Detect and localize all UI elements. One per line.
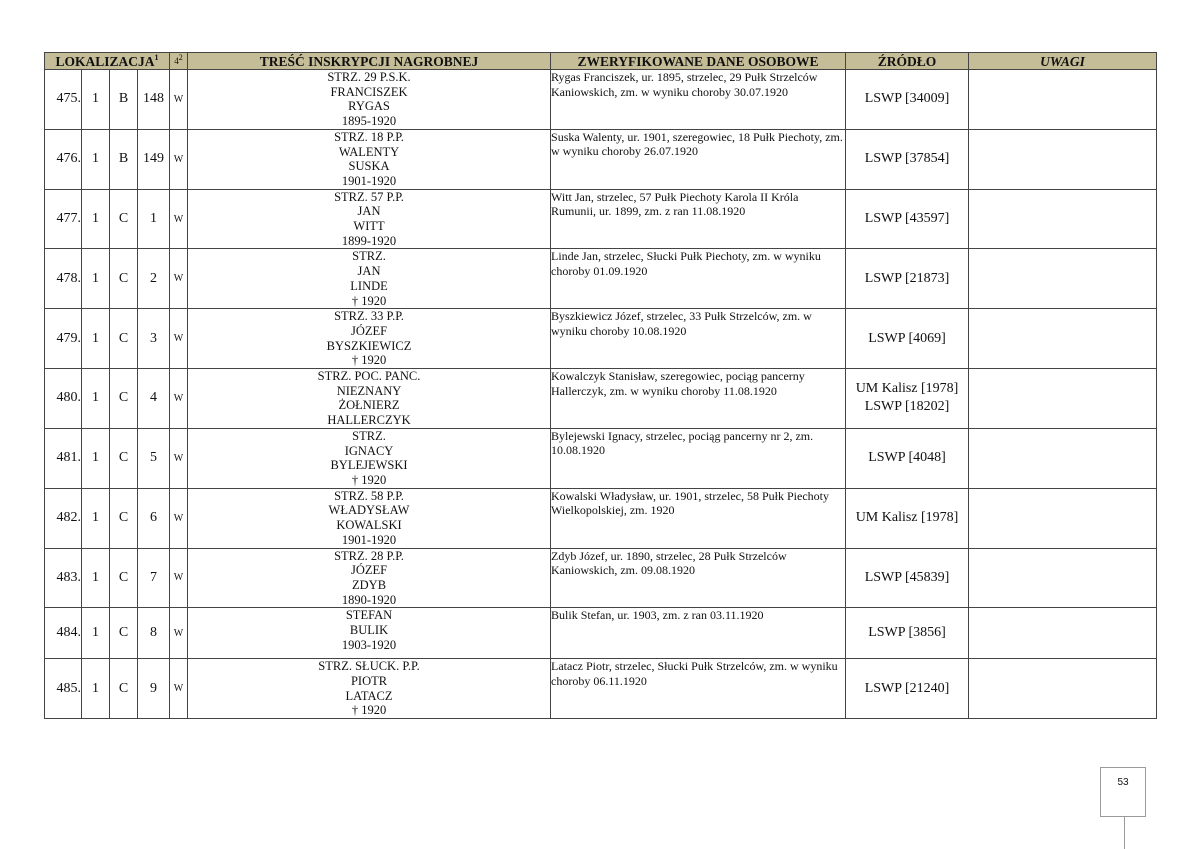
header-lokalizacja: [45, 53, 170, 70]
table-row: [45, 369, 1157, 429]
location-section: C: [110, 189, 138, 249]
header-row: [45, 53, 1157, 70]
verified-personal-data: Zdyb Józef, ur. 1890, strzelec, 28 Pułk Strzelców Kaniowskich, zm. 09.08.1920: [551, 548, 846, 608]
inscription-line: 1899-1920: [341, 233, 397, 248]
inscription-cell: [188, 249, 551, 309]
inscription-line: BYSZKIEWICZ: [326, 338, 412, 353]
inscription-line: STRZ. 57 P.P.: [334, 189, 404, 204]
inscription-cell: [188, 369, 551, 429]
remarks-cell: [969, 548, 1157, 608]
remarks-cell: [969, 488, 1157, 548]
inscription-line: NIEZNANY: [336, 383, 402, 398]
inscription-line: WALENTY: [338, 144, 400, 159]
location-grave: 5: [138, 428, 170, 488]
location-quarter: 1: [82, 249, 110, 309]
inscription-cell: [188, 548, 551, 608]
location-quarter: 1: [82, 129, 110, 189]
entry-number: 482.: [45, 488, 82, 548]
location-grave: 6: [138, 488, 170, 548]
remarks-cell: [969, 309, 1157, 369]
inscription-cell: [188, 659, 551, 719]
source-entry: LSWP [3856]: [868, 625, 946, 641]
table-body: [45, 70, 1157, 719]
inscription-line: STRZ.: [352, 249, 386, 264]
table-row: [45, 608, 1157, 659]
location-section: C: [110, 369, 138, 429]
entry-number: 483.: [45, 548, 82, 608]
footnote-mark-1: 1: [154, 52, 159, 62]
inscription-cell: [188, 189, 551, 249]
location-quarter: 1: [82, 488, 110, 548]
entry-number: 478.: [45, 249, 82, 309]
source-entry: LSWP [21873]: [864, 270, 950, 286]
verified-personal-data: Kowalczyk Stanisław, szeregowiec, pociąg pancerny Hallerczyk, zm. w wyniku choroby 11.08.1920: [551, 369, 846, 429]
entry-number: 475.: [45, 70, 82, 130]
page-number: 53: [1117, 777, 1129, 788]
col4-marker: W: [170, 309, 188, 369]
location-grave: 149: [138, 129, 170, 189]
source-cell: [846, 129, 969, 189]
location-quarter: 1: [82, 428, 110, 488]
location-grave: 9: [138, 659, 170, 719]
source-cell: [846, 659, 969, 719]
remarks-cell: [969, 249, 1157, 309]
source-entry: LSWP [45839]: [864, 569, 950, 585]
location-section: C: [110, 249, 138, 309]
inscription-line: RYGAS: [348, 99, 390, 114]
header-lokalizacja-label: LOKALIZACJA: [55, 53, 155, 69]
verified-personal-data: Byszkiewicz Józef, strzelec, 33 Pułk Strzelców, zm. w wyniku choroby 10.08.1920: [551, 309, 846, 369]
source-entry: LSWP [43597]: [864, 211, 950, 227]
inscription-line: STRZ. 28 P.P.: [334, 548, 404, 563]
location-quarter: 1: [82, 309, 110, 369]
inscription-line: 1901-1920: [341, 532, 397, 547]
source-cell: [846, 249, 969, 309]
entry-number: 481.: [45, 428, 82, 488]
source-cell: [846, 548, 969, 608]
page-number-line: [1124, 817, 1125, 849]
inscription-line: 1890-1920: [341, 592, 397, 607]
location-section: C: [110, 488, 138, 548]
location-grave: 2: [138, 249, 170, 309]
verified-personal-data: Linde Jan, strzelec, Słucki Pułk Piechoty, zm. w wyniku choroby 01.09.1920: [551, 249, 846, 309]
verified-personal-data: Bylejewski Ignacy, strzelec, pociąg pancerny nr 2, zm. 10.08.1920: [551, 428, 846, 488]
inscription-line: KOWALSKI: [336, 518, 402, 533]
table-row: [45, 659, 1157, 719]
col4-marker: W: [170, 659, 188, 719]
source-cell: [846, 70, 969, 130]
source-entry: LSWP [18202]: [864, 399, 950, 415]
inscription-line: STRZ. 58 P.P.: [334, 488, 404, 503]
inscription-cell: [188, 428, 551, 488]
verified-personal-data: Suska Walenty, ur. 1901, szeregowiec, 18 Pułk Piechoty, zm. w wyniku choroby 26.07.1920: [551, 129, 846, 189]
inscription-cell: [188, 488, 551, 548]
inscription-line: STRZ. POC. PANC.: [317, 369, 421, 384]
inscription-line: † 1920: [351, 703, 387, 718]
remarks-cell: [969, 129, 1157, 189]
location-grave: 4: [138, 369, 170, 429]
entry-number: 480.: [45, 369, 82, 429]
header-col4-label: 4: [174, 55, 179, 66]
table-row: [45, 428, 1157, 488]
location-quarter: 1: [82, 189, 110, 249]
inscription-line: † 1920: [351, 353, 387, 368]
inscription-cell: [188, 70, 551, 130]
location-grave: 3: [138, 309, 170, 369]
location-quarter: 1: [82, 548, 110, 608]
location-section: B: [110, 70, 138, 130]
col4-marker: W: [170, 548, 188, 608]
inscription-line: STRZ. 18 P.P.: [334, 129, 404, 144]
col4-marker: W: [170, 70, 188, 130]
location-quarter: 1: [82, 659, 110, 719]
inscription-line: IGNACY: [344, 443, 394, 458]
header-tresc: TREŚĆ INSKRYPCJI NAGROBNEJ: [188, 53, 551, 70]
col4-marker: W: [170, 428, 188, 488]
location-section: C: [110, 608, 138, 659]
location-quarter: 1: [82, 70, 110, 130]
verified-personal-data: Kowalski Władysław, ur. 1901, strzelec, 58 Pułk Piechoty Wielkopolskiej, zm. 1920: [551, 488, 846, 548]
location-grave: 1: [138, 189, 170, 249]
inscription-line: PIOTR: [350, 674, 388, 689]
col4-marker: W: [170, 189, 188, 249]
inscription-line: JÓZEF: [350, 323, 388, 338]
table-row: [45, 309, 1157, 369]
inscription-line: BULIK: [349, 623, 389, 638]
header-zrodlo: ŹRÓDŁO: [846, 53, 969, 70]
entry-number: 484.: [45, 608, 82, 659]
source-entry: LSWP [37854]: [864, 151, 950, 167]
inscription-line: 1901-1920: [341, 173, 397, 188]
inscription-line: † 1920: [351, 472, 387, 487]
source-cell: [846, 369, 969, 429]
location-section: C: [110, 428, 138, 488]
table-row: [45, 70, 1157, 130]
verified-personal-data: Witt Jan, strzelec, 57 Pułk Piechoty Karola II Króla Rumunii, ur. 1899, zm. z ran 11.08.1920: [551, 189, 846, 249]
entry-number: 477.: [45, 189, 82, 249]
source-entry: LSWP [21240]: [864, 680, 950, 696]
inscription-line: LINDE: [350, 278, 388, 293]
remarks-cell: [969, 428, 1157, 488]
table-row: [45, 548, 1157, 608]
inscription-line: HALLERCZYK: [327, 413, 411, 428]
inscription-line: ŻOŁNIERZ: [338, 398, 400, 413]
verified-personal-data: Latacz Piotr, strzelec, Słucki Pułk Strzelców, zm. w wyniku choroby 06.11.1920: [551, 659, 846, 719]
source-entry: LSWP [4069]: [868, 330, 946, 346]
page-number-box: [1100, 767, 1146, 817]
col4-marker: W: [170, 129, 188, 189]
location-section: C: [110, 659, 138, 719]
col4-marker: W: [170, 369, 188, 429]
header-dane: ZWERYFIKOWANE DANE OSOBOWE: [551, 53, 846, 70]
inscription-line: WITT: [353, 219, 385, 234]
remarks-cell: [969, 369, 1157, 429]
inscription-line: WŁADYSŁAW: [328, 503, 410, 518]
inscription-line: BYLEJEWSKI: [330, 458, 408, 473]
inscription-line: STEFAN: [345, 608, 393, 623]
source-cell: [846, 428, 969, 488]
source-entry: LSWP [34009]: [864, 91, 950, 107]
burial-register-table: [44, 52, 1157, 719]
inscription-line: 1895-1920: [341, 114, 397, 129]
inscription-line: FRANCISZEK: [330, 84, 408, 99]
inscription-line: STRZ. SŁUCK. P.P.: [318, 659, 420, 674]
inscription-cell: [188, 309, 551, 369]
header-uwagi: UWAGI: [969, 53, 1157, 70]
inscription-cell: [188, 608, 551, 659]
inscription-line: STRZ. 29 P.S.K.: [327, 70, 411, 84]
source-cell: [846, 309, 969, 369]
location-quarter: 1: [82, 608, 110, 659]
location-grave: 8: [138, 608, 170, 659]
source-cell: [846, 608, 969, 659]
inscription-line: JAN: [357, 204, 381, 219]
remarks-cell: [969, 659, 1157, 719]
remarks-cell: [969, 608, 1157, 659]
entry-number: 476.: [45, 129, 82, 189]
remarks-cell: [969, 70, 1157, 130]
inscription-line: JÓZEF: [350, 563, 388, 578]
header-col4: [170, 53, 188, 70]
inscription-line: LATACZ: [345, 688, 393, 703]
location-section: C: [110, 548, 138, 608]
source-cell: [846, 488, 969, 548]
inscription-line: † 1920: [351, 293, 387, 308]
entry-number: 485.: [45, 659, 82, 719]
entry-number: 479.: [45, 309, 82, 369]
inscription-line: STRZ.: [352, 428, 386, 443]
col4-marker: W: [170, 608, 188, 659]
location-grave: 148: [138, 70, 170, 130]
source-cell: [846, 189, 969, 249]
verified-personal-data: Bulik Stefan, ur. 1903, zm. z ran 03.11.1920: [551, 608, 846, 659]
inscription-line: SUSKA: [348, 159, 390, 174]
table-row: [45, 189, 1157, 249]
source-entry: UM Kalisz [1978]: [855, 381, 959, 397]
inscription-line: JAN: [357, 264, 381, 279]
table-header: [45, 53, 1157, 70]
col4-marker: W: [170, 249, 188, 309]
table-row: [45, 488, 1157, 548]
location-section: C: [110, 309, 138, 369]
location-section: B: [110, 129, 138, 189]
inscription-cell: [188, 129, 551, 189]
table-row: [45, 249, 1157, 309]
inscription-line: 1903-1920: [341, 637, 397, 652]
col4-marker: W: [170, 488, 188, 548]
remarks-cell: [969, 189, 1157, 249]
inscription-line: STRZ. 33 P.P.: [334, 309, 404, 324]
source-entry: UM Kalisz [1978]: [855, 510, 959, 526]
verified-personal-data: Rygas Franciszek, ur. 1895, strzelec, 29 Pułk Strzelców Kaniowskich, zm. w wyniku choroby 30.07.1920: [551, 70, 846, 130]
inscription-line: ZDYB: [352, 577, 387, 592]
footnote-mark-2: 2: [178, 52, 183, 62]
location-grave: 7: [138, 548, 170, 608]
location-quarter: 1: [82, 369, 110, 429]
source-entry: LSWP [4048]: [868, 450, 946, 466]
table-row: [45, 129, 1157, 189]
